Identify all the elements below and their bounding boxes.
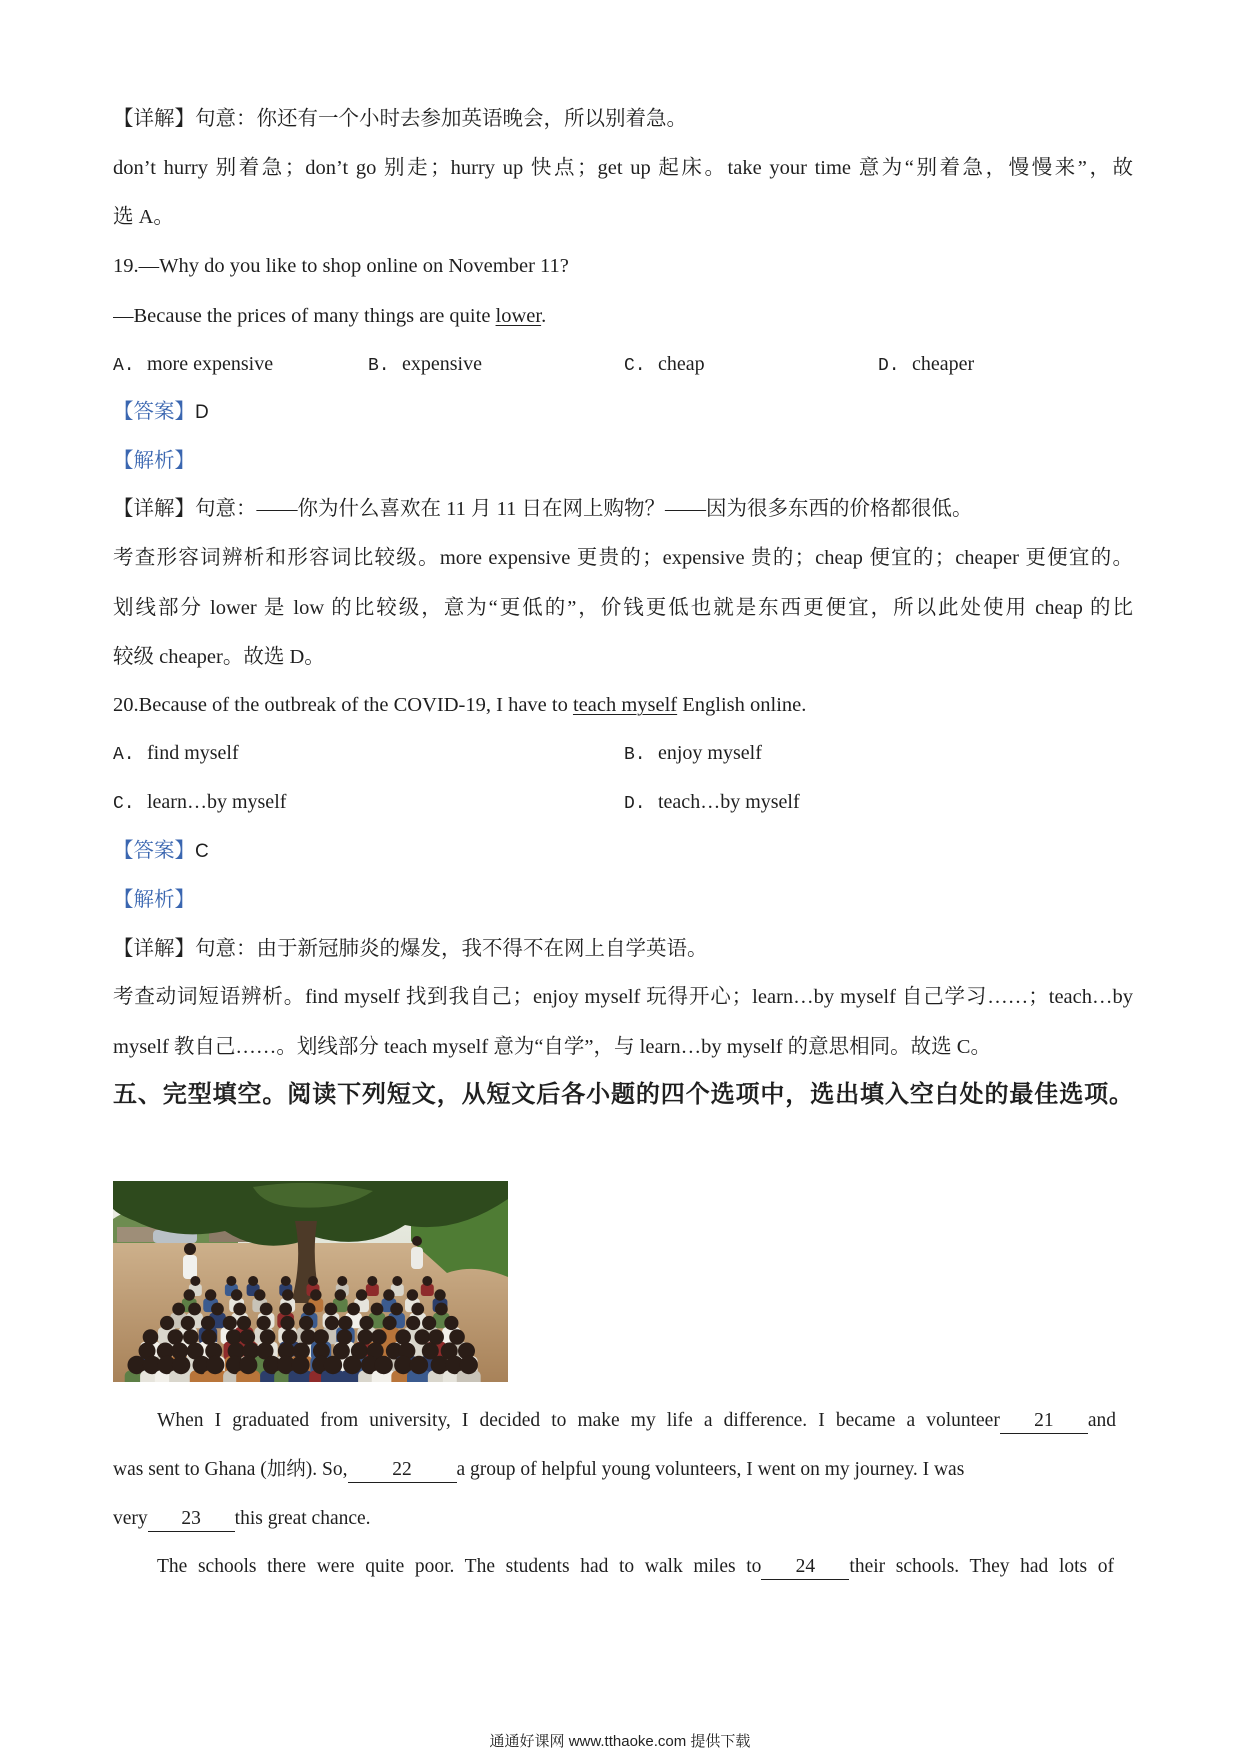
blank-24: 24 (761, 1555, 849, 1580)
blank-22: 22 (348, 1458, 457, 1483)
passage-line (157, 1552, 1114, 1582)
q19-detail-line (113, 494, 1133, 524)
option-text: cheaper (912, 353, 975, 375)
passage-text: their schools. They had lots of (849, 1556, 1114, 1577)
detail-label: 【详解】 (113, 108, 195, 130)
option-text: learn…by myself (147, 791, 287, 813)
q20-explain-line: myself 教自己……。划线部分 teach myself 意为“自学”，与 learn…by myself 的意思相同。故选 C。 (113, 1036, 991, 1058)
q19-option-b (368, 349, 482, 379)
section-heading: 五、完型填空。阅读下列短文，从短文后各小题的四个选项中，选出填入空白处的最佳选项。 (113, 1082, 1133, 1108)
answer-label: 【答案】 (113, 840, 195, 862)
child-figure (421, 1276, 434, 1296)
q20-explain-line: 考查动词短语辨析。find myself 找到我自己；enjoy myself 玩得开心；learn…by myself 自己学习……；teach…by (113, 986, 1133, 1008)
passage-text: and (1087, 1410, 1116, 1431)
q19-question-text: —Because the prices of many things are quite (113, 305, 496, 327)
passage-line (113, 1455, 1133, 1485)
answer-label: 【答案】 (113, 401, 195, 423)
passage-text: a group of helpful young volunteers, I went on my journey. I was (456, 1459, 965, 1480)
photo-standing-teacher (183, 1243, 197, 1279)
q19-explain-line: 考查形容词辨析和形容词比较级。more expensive 更贵的；expensive 贵的；cheap 便宜的；cheaper 更便宜的。 (113, 547, 1133, 569)
option-letter: D. (624, 794, 646, 814)
q20-analysis-label: 【解析】 (113, 889, 195, 911)
q20-option-b (624, 738, 762, 768)
detail-label: 【详解】 (113, 938, 195, 960)
q20-option-d (624, 787, 800, 817)
option-letter: B. (624, 745, 646, 765)
blank-21: 21 (1000, 1409, 1088, 1434)
child-figure (366, 1276, 379, 1296)
option-letter: C. (624, 356, 646, 376)
detail-text: 句意：由于新冠肺炎的爆发，我不得不在网上自学英语。 (195, 938, 708, 960)
q19-option-a (113, 349, 273, 379)
q20-option-a (113, 738, 239, 768)
q19-option-d (878, 349, 974, 379)
q19-explain-line: 划线部分 lower 是 low 的比较级，意为“更低的”，价钱更低也就是东西更便宜，所以此处使用 cheap 的比 (113, 597, 1133, 619)
detail-text: 句意：——你为什么喜欢在 11 月 11 日在网上购物？——因为很多东西的价格都很低。 (195, 498, 973, 520)
q19-analysis-label: 【解析】 (113, 450, 195, 472)
passage-line (157, 1406, 1116, 1436)
q19-explain-line: 较级 cheaper。故选 D。 (113, 646, 325, 668)
q20-question-end: English online. (677, 694, 807, 716)
option-text: more expensive (147, 353, 274, 375)
q20-option-c (113, 787, 286, 817)
option-letter: A. (113, 745, 135, 765)
q19-option-c (624, 349, 705, 379)
option-text: enjoy myself (658, 742, 762, 764)
q19-answer-line (113, 397, 1133, 427)
photo-standing-person (411, 1236, 423, 1269)
q20-detail-line (113, 934, 1133, 964)
passage-line (113, 1504, 1133, 1534)
q20-question-text: 20.Because of the outbreak of the COVID-19, I have to (113, 694, 573, 716)
q19-question-line (113, 301, 1133, 331)
blank-23: 23 (148, 1507, 235, 1532)
passage-text: very (113, 1508, 148, 1529)
q19-question-line: 19.—Why do you like to shop online on November 11? (113, 255, 569, 277)
passage-photo (113, 1181, 508, 1382)
passage-text: When I graduated from university, I decided to make my life a difference. I became a volunteer (157, 1410, 1000, 1431)
option-letter: C. (113, 794, 135, 814)
q19-underlined-word: lower (495, 305, 542, 327)
option-text: expensive (402, 353, 482, 375)
answer-value: D (195, 402, 209, 423)
q20-question-line (113, 690, 1133, 720)
q20-underlined-phrase: teach myself (572, 694, 678, 716)
q18-explain-line: don’t hurry 别着急；don’t go 别走；hurry up 快点；get up 起床。take your time 意为“别着急，慢慢来”，故 (113, 157, 1133, 179)
option-letter: D. (878, 356, 900, 376)
answer-value: C (195, 841, 209, 862)
option-text: find myself (147, 742, 239, 764)
detail-label: 【详解】 (113, 498, 195, 520)
passage-text: was sent to Ghana (加纳). So, (113, 1459, 348, 1480)
q20-answer-line (113, 836, 1133, 866)
q19-question-end: . (541, 305, 547, 327)
option-letter: B. (368, 356, 390, 376)
option-text: teach…by myself (658, 791, 800, 813)
passage-text: this great chance. (234, 1508, 371, 1529)
detail-text: 句意：你还有一个小时去参加英语晚会，所以别着急。 (195, 108, 687, 130)
option-letter: A. (113, 356, 135, 376)
passage-text: The schools there were quite poor. The students had to walk miles to (157, 1556, 762, 1577)
q18-detail-line (113, 104, 1133, 134)
q18-explain-line: 选 A。 (113, 206, 174, 228)
page-footer: 通通好课网 www.tthaoke.com 提供下载 (489, 1733, 751, 1750)
option-text: cheap (658, 353, 705, 375)
